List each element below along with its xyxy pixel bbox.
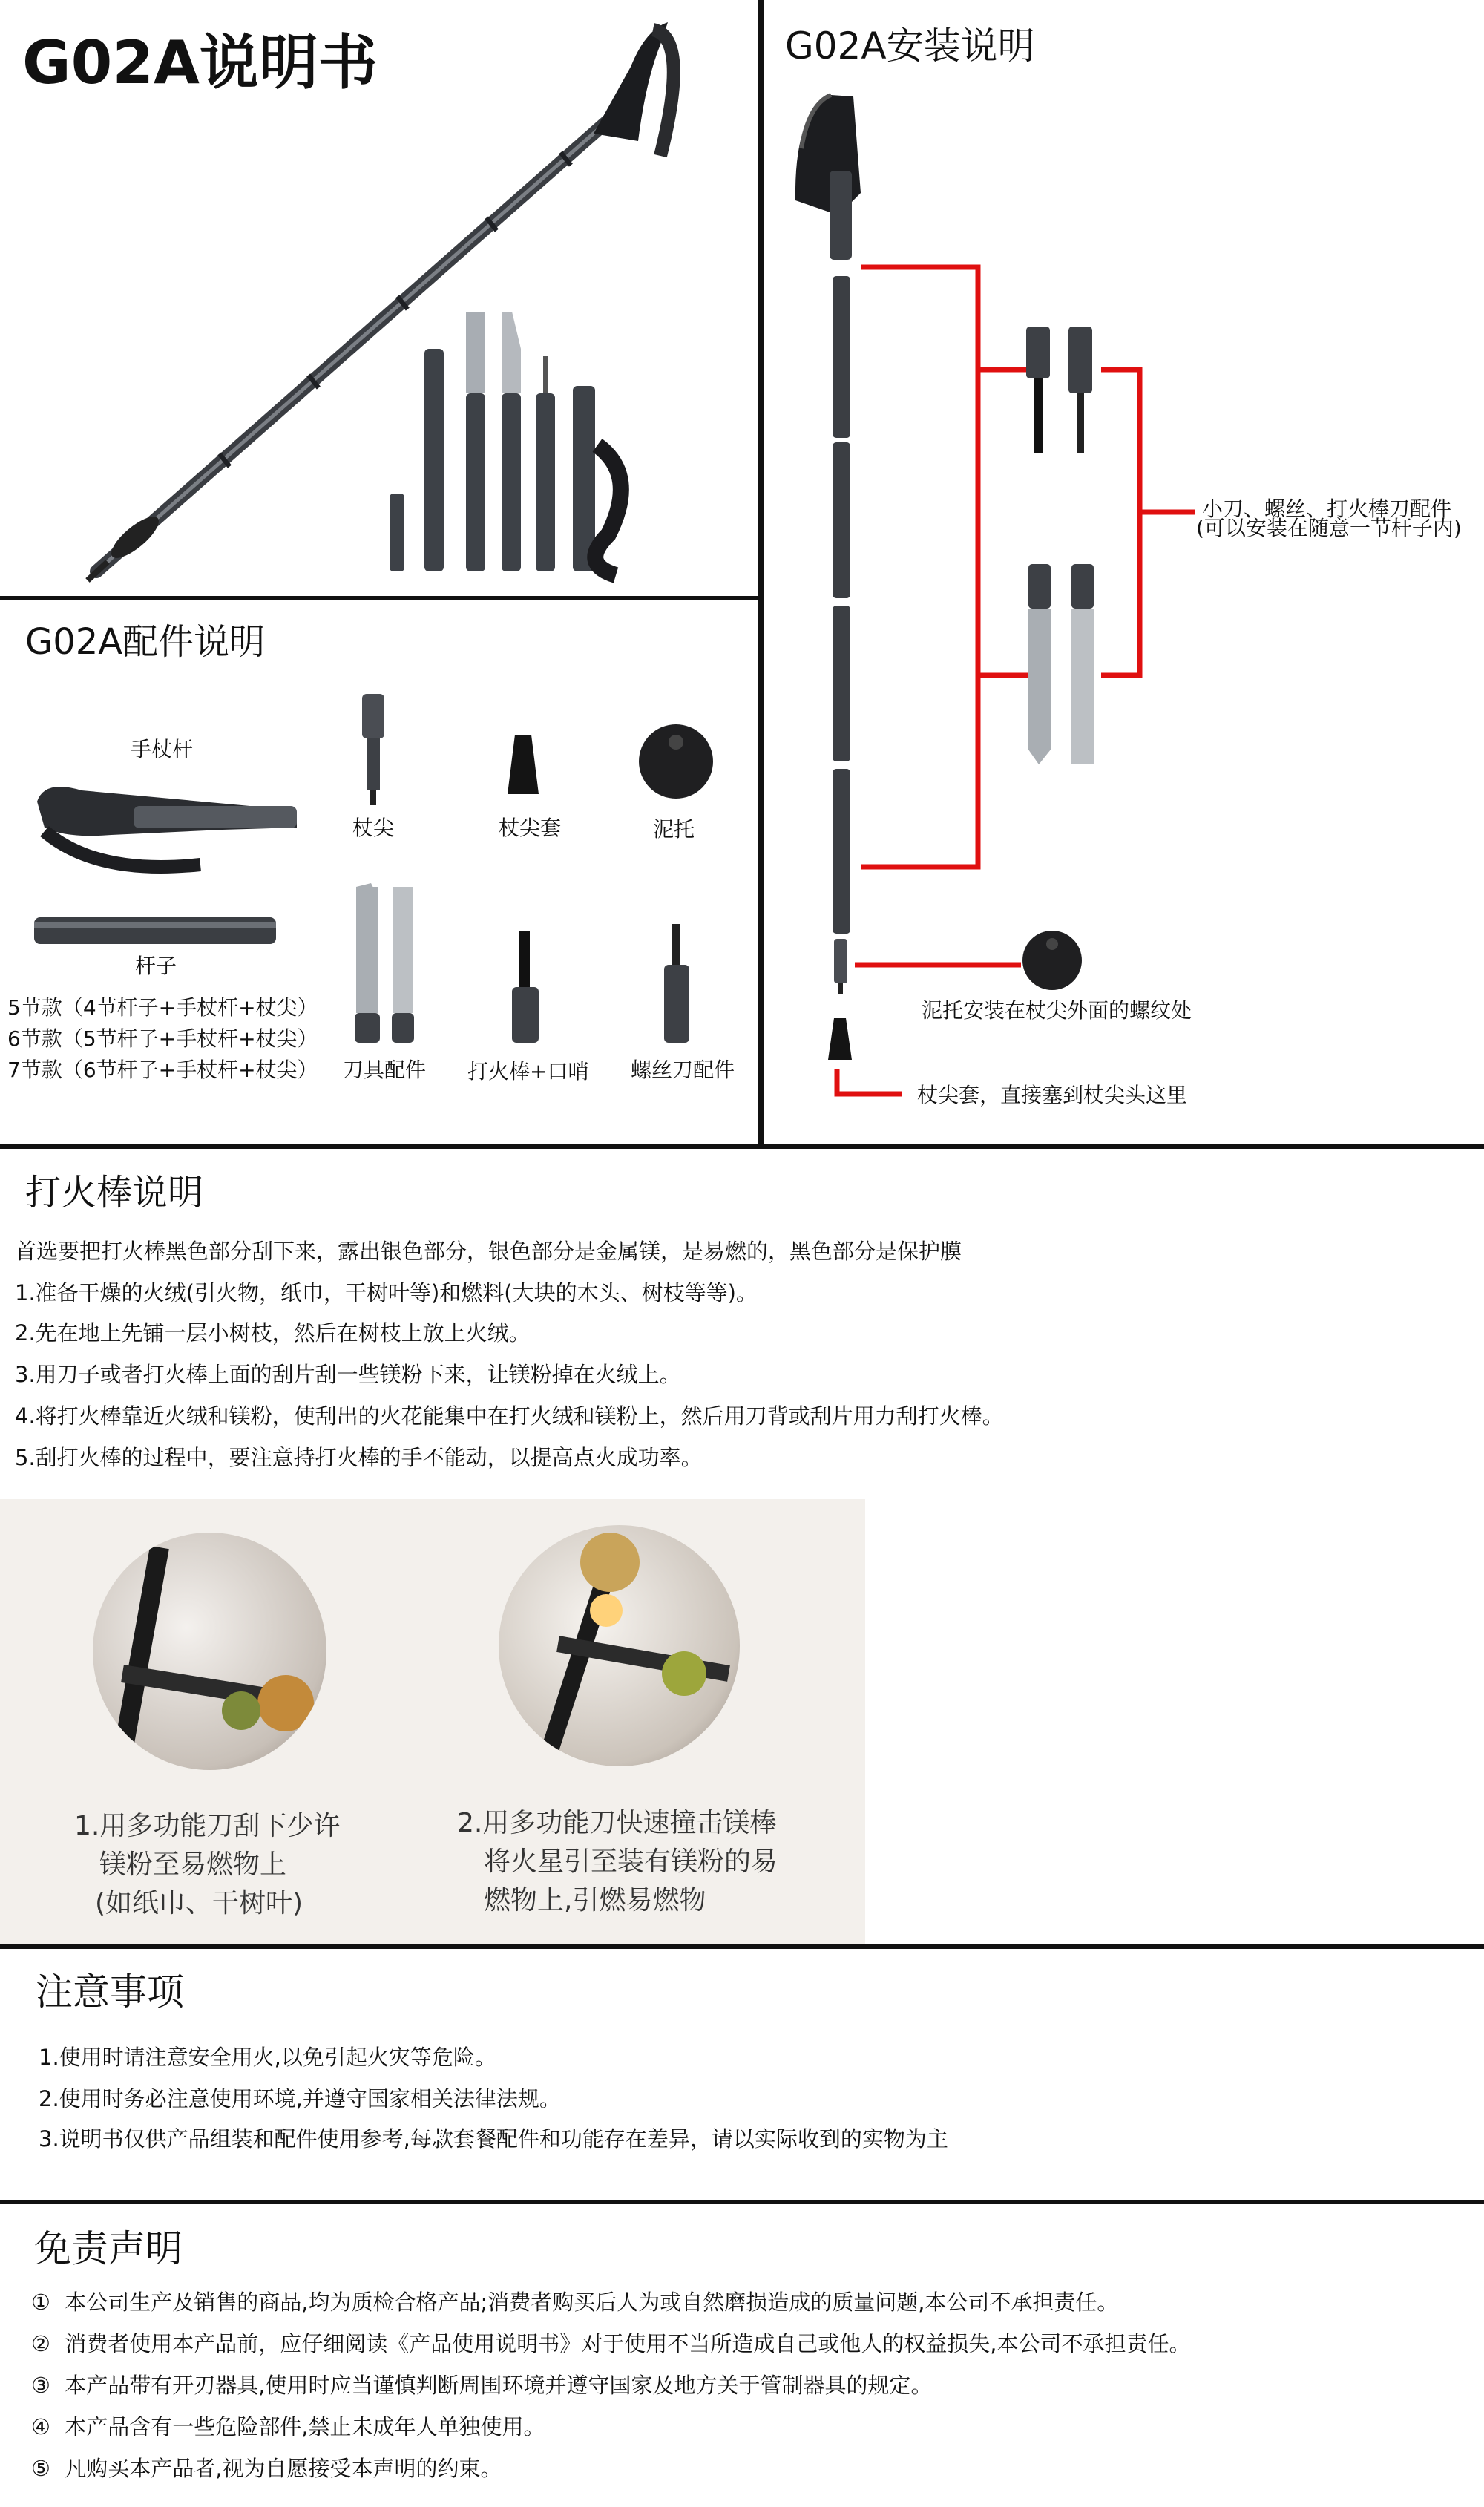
parts-variant-7: 7节款（6节杆子+手杖杆+杖尖） [7, 1058, 318, 1082]
caption-2-line-1: 2.用多功能刀快速撞击镁棒 [457, 1808, 777, 1838]
parts-tip-cover-label: 杖尖套 [499, 816, 562, 840]
parts-tip-label: 杖尖 [352, 816, 395, 840]
striking-photo [499, 1525, 740, 1766]
notes-bottom-border [0, 2200, 1484, 2204]
parts-pole-label: 杆子 [135, 954, 177, 978]
parts-variant-6: 6节款（5节杆子+手杖杆+杖尖） [7, 1026, 318, 1051]
disclaimer-text: 本产品含有一些危险部件,禁止未成年人单独使用。 [65, 2414, 545, 2439]
parts-variant-5: 5节款（4节杆子+手杖杆+杖尖） [7, 995, 318, 1020]
disclaimer-text: 本公司生产及销售的商品,均为质检合格产品;消费者购买后人为或自然磨损造成的质量问题,本公司不承担责任。 [65, 2290, 1119, 2315]
disclaimer-text: 本产品带有开刃器具,使用时应当谨慎判断周围环境并遵守国家及地方关于管制器具的规定。 [65, 2373, 933, 2398]
disclaimer-item [31, 2452, 502, 2483]
disclaimer-title: 免责声明 [34, 2227, 183, 2270]
firestarter-step-3: 3.用刀子或者打火棒上面的刮片刮一些镁粉下来，让镁粉掉在火绒上。 [15, 1362, 681, 1387]
disclaimer-number: ③ [31, 2373, 50, 2398]
disclaimer-number: ② [31, 2331, 50, 2356]
install-accessory-callout-2: (可以安装在随意一节杆子内) [1196, 516, 1462, 540]
top-section-bottom-border [0, 1144, 1484, 1149]
caption-2-line-2: 将火星引至装有镁粉的易 [484, 1846, 778, 1877]
parts-screwdriver-label: 螺丝刀配件 [631, 1058, 735, 1082]
disclaimer-text: 消费者使用本产品前，应仔细阅读《产品使用说明书》对于使用不当所造成自己或他人的权益损失,本公司不承担责任。 [65, 2331, 1191, 2356]
caption-1-line-2: 镁粉至易燃物上 [99, 1849, 287, 1880]
caption-2-line-3: 燃物上,引燃易燃物 [484, 1885, 706, 1916]
install-basket-callout: 泥托安装在杖尖外面的螺纹处 [922, 998, 1192, 1023]
install-tipcap-callout: 杖尖套，直接塞到杖尖头这里 [917, 1083, 1188, 1107]
install-title: G02A安装说明 [785, 24, 1035, 68]
notes-item-1: 1.使用时请注意安全用火,以免引起火灾等危险。 [39, 2045, 496, 2070]
parts-basket-label: 泥托 [653, 817, 695, 842]
manual-title: G02A说明书 [22, 28, 378, 97]
disclaimer-item [31, 2369, 932, 2399]
firestarter-title: 打火棒说明 [25, 1172, 204, 1213]
disclaimer-number: ⑤ [31, 2456, 50, 2481]
disclaimer-item [31, 2286, 1118, 2316]
caption-1-line-3: (如纸巾、干树叶) [95, 1888, 303, 1918]
disclaimer-number: ① [31, 2290, 50, 2315]
caption-1-line-1: 1.用多功能刀刮下少许 [74, 1811, 341, 1841]
firestarter-step-1: 1.准备干燥的火绒(引火物，纸巾，干树叶等)和燃料(大块的木头、树枝等等)。 [15, 1280, 758, 1305]
firestarter-bottom-border [0, 1944, 1484, 1949]
install-diagram [0, 0, 1484, 1143]
disclaimer-item [31, 2327, 1190, 2358]
notes-title: 注意事项 [36, 1970, 184, 2013]
disclaimer-number: ④ [31, 2414, 50, 2439]
disclaimer-text: 凡购买本产品者,视为自愿接受本声明的约束。 [65, 2456, 502, 2481]
parts-knife-label: 刀具配件 [343, 1058, 427, 1082]
disclaimer-item [31, 2411, 545, 2441]
firestarter-step-2: 2.先在地上先铺一层小树枝，然后在树枝上放上火绒。 [15, 1320, 531, 1346]
parts-firestarter-label: 打火棒+口哨 [467, 1059, 589, 1084]
firestarter-step-5: 5.刮打火棒的过程中，要注意持打火棒的手不能动，以提高点火成功率。 [15, 1445, 703, 1470]
notes-item-3: 3.说明书仅供产品组装和配件使用参考,每款套餐配件和功能存在差异，请以实际收到的实物为主 [39, 2126, 948, 2152]
firestarter-step-4: 4.将打火棒靠近火绒和镁粉，使刮出的火花能集中在打火绒和镁粉上，然后用刀背或刮片用力刮打火棒。 [15, 1403, 1004, 1429]
firestarter-intro: 首选要把打火棒黑色部分刮下来，露出银色部分，银色部分是金属镁，是易燃的，黑色部分是保护膜 [15, 1239, 962, 1264]
parts-title: G02A配件说明 [25, 621, 266, 663]
parts-handle-label: 手杖杆 [131, 737, 194, 761]
install-accessory-callout-1: 小刀、螺丝、打火棒刀配件 [1202, 497, 1452, 521]
scraping-photo [93, 1533, 326, 1770]
notes-item-2: 2.使用时务必注意使用环境,并遵守国家相关法律法规。 [39, 2086, 561, 2111]
